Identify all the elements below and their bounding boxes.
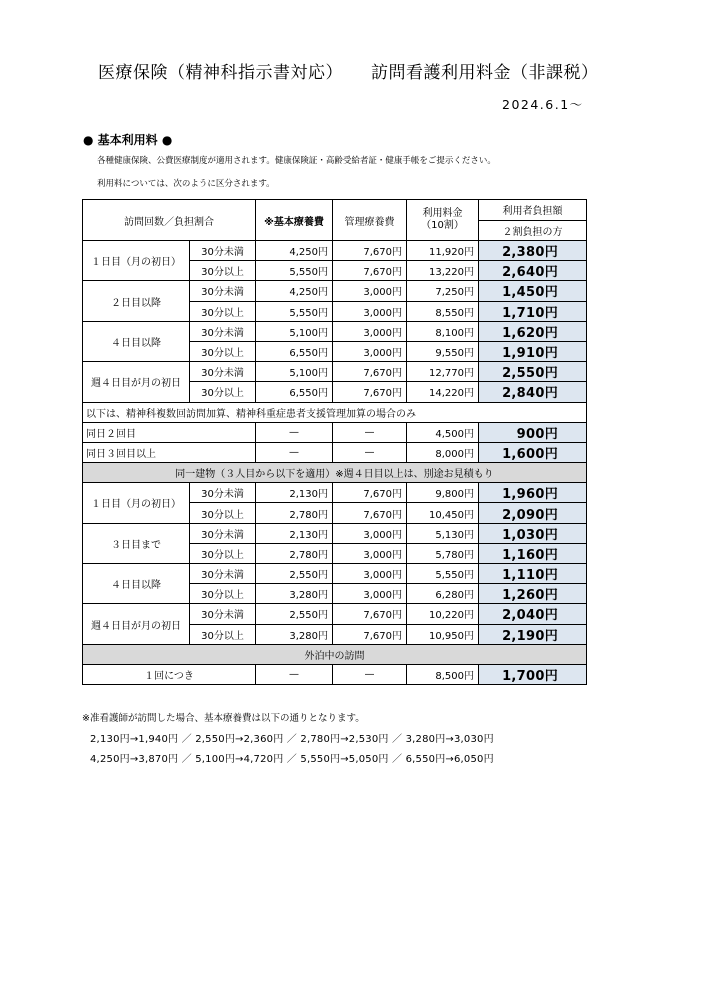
header-mgmt: 管理療養費	[333, 200, 407, 241]
table-row	[83, 321, 587, 341]
header-user: 利用者負担額	[479, 200, 587, 221]
total-fee-cell: 8,550円	[407, 301, 479, 321]
total-fee-cell: 8,100円	[407, 321, 479, 341]
total-fee-cell: 11,920円	[407, 241, 479, 261]
total-fee-cell: 4,500円	[407, 422, 479, 442]
mgmt-fee-cell: 3,000円	[333, 281, 407, 301]
duration-cell: 30分未満	[190, 281, 256, 301]
user-charge-cell: 2,550円	[479, 362, 587, 382]
user-charge-cell: 1,030円	[479, 523, 587, 543]
mgmt-fee-cell: 3,000円	[333, 543, 407, 563]
total-fee-cell: 13,220円	[407, 261, 479, 281]
same-building-band: 同一建物（３人目から以下を適用）※週４日目以上は、別途お見積もり	[83, 463, 587, 483]
duration-cell: 30分未満	[190, 604, 256, 624]
user-charge-cell: 2,380円	[479, 241, 587, 261]
mgmt-fee-cell: 3,000円	[333, 584, 407, 604]
basic-fee-cell: 5,100円	[256, 362, 333, 382]
basic-fee-cell: 5,100円	[256, 321, 333, 341]
duration-cell: 30分以上	[190, 301, 256, 321]
visit-label: ２日目以降	[83, 281, 190, 321]
table-row	[83, 564, 587, 584]
user-charge-cell: 1,700円	[479, 664, 587, 684]
basic-fee-cell: 2,130円	[256, 483, 333, 503]
table-row	[83, 483, 587, 503]
title-main: 医療保険（精神科指示書対応）	[98, 63, 343, 83]
basic-fee-cell: 2,780円	[256, 503, 333, 523]
duration-cell: 30分以上	[190, 261, 256, 281]
total-fee-cell: 5,130円	[407, 523, 479, 543]
total-fee-cell: 5,780円	[407, 543, 479, 563]
duration-cell: 30分以上	[190, 341, 256, 361]
total-fee-cell: 8,500円	[407, 664, 479, 684]
basic-fee-cell: 5,550円	[256, 301, 333, 321]
basic-fee-cell: 5,550円	[256, 261, 333, 281]
user-charge-cell: 1,110円	[479, 564, 587, 584]
mgmt-fee-cell: 7,670円	[333, 483, 407, 503]
mgmt-fee-cell: 7,670円	[333, 503, 407, 523]
mgmt-fee-cell: —	[333, 422, 407, 442]
basic-fee-cell: 3,280円	[256, 584, 333, 604]
header-basic: ※基本療養費	[256, 200, 333, 241]
mgmt-fee-cell: 7,670円	[333, 241, 407, 261]
user-charge-cell: 1,260円	[479, 584, 587, 604]
table-row	[83, 241, 587, 261]
total-fee-cell: 10,220円	[407, 604, 479, 624]
total-fee-cell: 7,250円	[407, 281, 479, 301]
header-fee-line2: （10割）	[421, 220, 464, 231]
user-charge-cell: 1,620円	[479, 321, 587, 341]
band-row	[83, 463, 587, 483]
overnight-band: 外泊中の訪問	[83, 644, 587, 664]
duration-cell: 30分以上	[190, 624, 256, 644]
title-sub: 訪問看護利用料金（非課税）	[371, 63, 599, 83]
header-fee	[407, 200, 479, 241]
user-charge-cell: 1,710円	[479, 301, 587, 321]
duration-cell: 30分未満	[190, 241, 256, 261]
basic-fee-cell: 2,550円	[256, 564, 333, 584]
user-charge-cell: 1,600円	[479, 442, 587, 462]
user-charge-cell: 2,040円	[479, 604, 587, 624]
table-row	[83, 362, 587, 382]
total-fee-cell: 9,550円	[407, 341, 479, 361]
duration-cell: 30分未満	[190, 362, 256, 382]
mgmt-fee-cell: 3,000円	[333, 341, 407, 361]
basic-fee-cell: 2,780円	[256, 543, 333, 563]
duration-cell: 30分以上	[190, 584, 256, 604]
table-row	[83, 523, 587, 543]
basic-fee-cell: 2,130円	[256, 523, 333, 543]
user-charge-cell: 2,090円	[479, 503, 587, 523]
total-fee-cell: 5,550円	[407, 564, 479, 584]
visit-label: 週４日目が月の初日	[83, 604, 190, 644]
overnight-label: １回につき	[83, 664, 256, 684]
visit-label: ３日目まで	[83, 523, 190, 563]
mgmt-fee-cell: 7,670円	[333, 261, 407, 281]
header-fee-line1: 利用料金	[422, 208, 463, 219]
basic-fee-cell: 4,250円	[256, 281, 333, 301]
mgmt-fee-cell: 3,000円	[333, 523, 407, 543]
footnote-line-1: 2,130円→1,940円 ／ 2,550円→2,360円 ／ 2,780円→2,530円 ／ 3,280円→3,030円	[90, 734, 494, 745]
basic-fee-cell: —	[256, 442, 333, 462]
duration-cell: 30分以上	[190, 382, 256, 402]
user-charge-cell: 2,840円	[479, 382, 587, 402]
header-visit: 訪問回数／負担割合	[83, 200, 256, 241]
visit-label: １日目（月の初日）	[83, 241, 190, 281]
mgmt-fee-cell: —	[333, 664, 407, 684]
basic-fee-cell: 3,280円	[256, 624, 333, 644]
page-title	[98, 58, 599, 83]
insurance-note: 各種健康保険、公費医療制度が適用されます。健康保険証・高齢受給者証・健康手帳をご提示ください。	[97, 156, 496, 166]
footnote: ※准看護師が訪問した場合、基本療養費は以下の通りとなります。	[82, 713, 365, 724]
basic-fee-cell: 4,250円	[256, 241, 333, 261]
table-row	[83, 664, 587, 684]
visit-label: ４日目以降	[83, 564, 190, 604]
table-row	[83, 604, 587, 624]
table-row	[83, 422, 587, 442]
duration-cell: 30分未満	[190, 564, 256, 584]
visit-label: ４日目以降	[83, 321, 190, 361]
total-fee-cell: 14,220円	[407, 382, 479, 402]
addition-label: 同日３回目以上	[83, 442, 256, 462]
table-row	[83, 442, 587, 462]
basic-fee-cell: 6,550円	[256, 382, 333, 402]
total-fee-cell: 10,950円	[407, 624, 479, 644]
visit-label: １日目（月の初日）	[83, 483, 190, 523]
user-charge-cell: 1,910円	[479, 341, 587, 361]
duration-cell: 30分以上	[190, 543, 256, 563]
user-charge-cell: 2,640円	[479, 261, 587, 281]
user-charge-cell: 2,190円	[479, 624, 587, 644]
table-row	[83, 281, 587, 301]
addition-note: 以下は、精神科複数回訪問加算、精神科重症患者支援管理加算の場合のみ	[83, 402, 587, 422]
total-fee-cell: 10,450円	[407, 503, 479, 523]
mgmt-fee-cell: 3,000円	[333, 301, 407, 321]
basic-fee-cell: —	[256, 422, 333, 442]
mgmt-fee-cell: 3,000円	[333, 321, 407, 341]
classification-note: 利用料については、次のように区分されます。	[97, 179, 275, 189]
duration-cell: 30分以上	[190, 503, 256, 523]
total-fee-cell: 9,800円	[407, 483, 479, 503]
mgmt-fee-cell: —	[333, 442, 407, 462]
footnote-line-2: 4,250円→3,870円 ／ 5,100円→4,720円 ／ 5,550円→5,050円 ／ 6,550円→6,050円	[90, 754, 494, 765]
header-row	[83, 200, 587, 221]
addition-note-row	[83, 402, 587, 422]
user-charge-cell: 1,160円	[479, 543, 587, 563]
mgmt-fee-cell: 7,670円	[333, 362, 407, 382]
user-charge-cell: 1,450円	[479, 281, 587, 301]
basic-fee-cell: —	[256, 664, 333, 684]
duration-cell: 30分未満	[190, 321, 256, 341]
mgmt-fee-cell: 7,670円	[333, 604, 407, 624]
mgmt-fee-cell: 7,670円	[333, 382, 407, 402]
mgmt-fee-cell: 7,670円	[333, 624, 407, 644]
fee-table	[82, 199, 587, 685]
user-charge-cell: 900円	[479, 422, 587, 442]
section-heading: ● 基本利用料 ●	[83, 133, 173, 147]
duration-cell: 30分未満	[190, 523, 256, 543]
total-fee-cell: 12,770円	[407, 362, 479, 382]
addition-label: 同日２回目	[83, 422, 256, 442]
total-fee-cell: 8,000円	[407, 442, 479, 462]
effective-date: 2024.6.1～	[502, 97, 584, 112]
total-fee-cell: 6,280円	[407, 584, 479, 604]
band-row	[83, 644, 587, 664]
mgmt-fee-cell: 3,000円	[333, 564, 407, 584]
basic-fee-cell: 6,550円	[256, 341, 333, 361]
basic-fee-cell: 2,550円	[256, 604, 333, 624]
visit-label: 週４日目が月の初日	[83, 362, 190, 402]
header-user-ratio: ２割負担の方	[479, 220, 587, 241]
user-charge-cell: 1,960円	[479, 483, 587, 503]
duration-cell: 30分未満	[190, 483, 256, 503]
